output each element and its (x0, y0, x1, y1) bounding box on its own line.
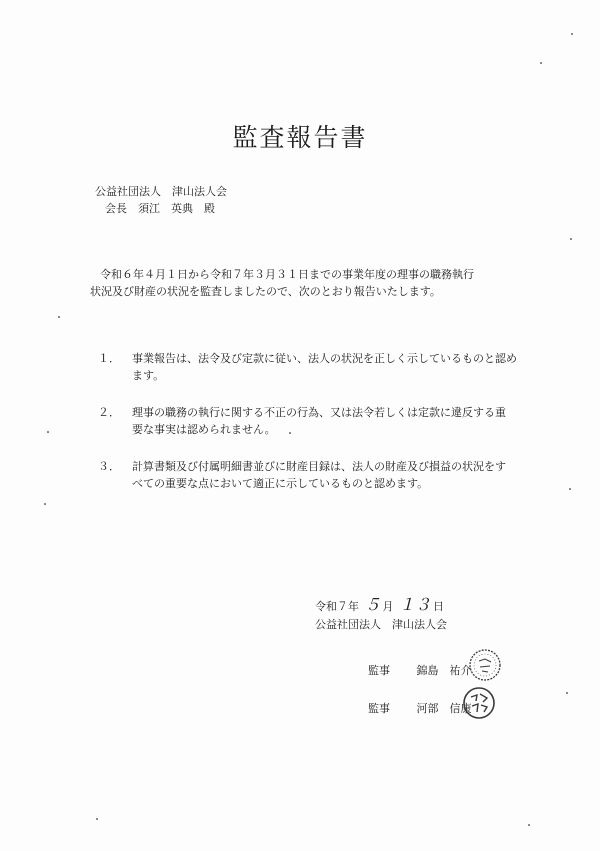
scan-speck (569, 488, 571, 490)
addressee-organization: 公益社団法人 津山法人会 (95, 185, 227, 198)
finding-number: ２． (98, 406, 120, 419)
scan-speck (570, 238, 572, 240)
report-date (315, 596, 447, 616)
finding-line: べての重要な点において適正に示しているものと認めます。 (132, 477, 429, 490)
findings-list (98, 350, 538, 512)
signature-name: 錦島 祐介 (416, 664, 472, 677)
scan-speck (528, 824, 530, 826)
finding-line: ます。 (132, 369, 165, 382)
signature-name: 河部 信康 (416, 702, 472, 715)
addressee-person: 会長 須江 英典 殿 (105, 202, 215, 215)
date-month-label: 月 (382, 600, 394, 613)
finding-item-3 (98, 458, 538, 492)
scan-speck (571, 33, 573, 35)
intro-line-2: 状況及び財産の状況を監査しましたので、次のとおり報告いたします。 (90, 285, 441, 298)
finding-text (132, 350, 538, 384)
scan-speck (44, 503, 46, 505)
finding-line: 要な事実は認められません。 (132, 423, 276, 436)
finding-line: 事業報告は、法令及び定款に従い、法人の状況を正しく示しているものと認め (132, 352, 517, 365)
date-era-year: 令和７年 (315, 600, 359, 613)
seal-stamp-icon (462, 686, 496, 720)
signature-role: 監事 (368, 664, 390, 677)
scan-speck (96, 818, 98, 820)
date-month-handwritten: ５ (364, 595, 381, 614)
scan-speck (47, 431, 49, 433)
finding-line: 計算書類及び付属明細書並びに財産目録は、法人の財産及び損益の状況をす (132, 460, 506, 473)
signature-block (368, 662, 472, 738)
finding-text (132, 458, 538, 492)
finding-number: ３． (98, 460, 120, 473)
document-title: 監査報告書 (232, 123, 368, 152)
finding-text (132, 404, 538, 438)
date-day-label: 日 (433, 600, 445, 613)
signature-auditor-2 (368, 700, 472, 738)
finding-line: 理事の職務の執行に関する不正の行為、又は法令若しくは定款に違反する重 (132, 406, 506, 419)
scan-speck (289, 432, 291, 434)
closing-organization: 公益社団法人 津山法人会 (315, 618, 447, 631)
date-day-handwritten: １３ (399, 595, 432, 614)
seal-stamp-icon (468, 648, 502, 682)
closing-block (315, 596, 447, 634)
scan-speck (540, 62, 542, 64)
finding-number: １． (98, 352, 120, 365)
finding-item-2 (98, 404, 538, 438)
scan-speck (58, 316, 60, 318)
signature-auditor-1 (368, 662, 472, 700)
addressee-block (95, 183, 227, 217)
intro-paragraph (90, 266, 530, 300)
scan-speck (566, 692, 568, 694)
signature-role: 監事 (368, 702, 390, 715)
finding-item-1 (98, 350, 538, 384)
intro-line-1: 令和６年４月１日から令和７年３月３１日までの事業年度の理事の職務執行 (100, 268, 474, 281)
